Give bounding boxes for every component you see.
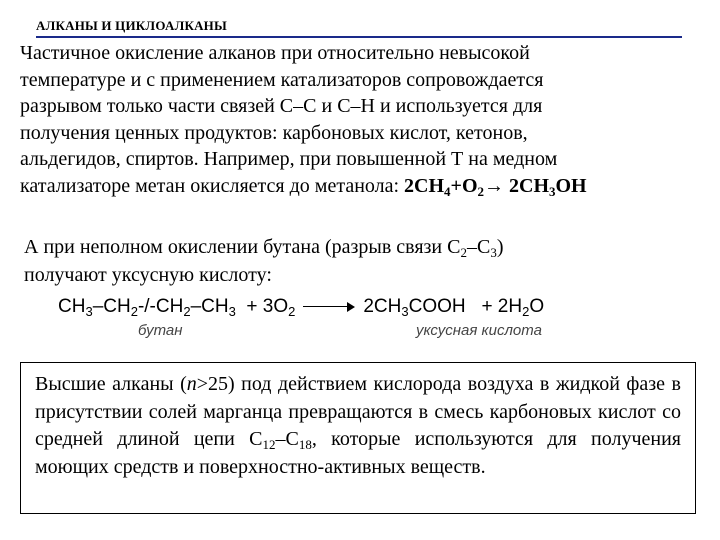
subscript: 18	[298, 437, 312, 452]
text-line: катализаторе метан окисляется до метанола:	[20, 174, 405, 197]
paragraph-butane-oxidation	[24, 233, 704, 289]
text-part: –C	[275, 428, 299, 450]
caption-butane: бутан	[138, 322, 183, 339]
formula-part: + 3O	[246, 296, 289, 317]
slide-header	[36, 18, 682, 38]
formula-part: OH	[555, 174, 587, 197]
text-part: Высшие алканы (	[35, 373, 187, 395]
formula-part: 2CH	[504, 174, 549, 197]
text-part: , которые используются для получения моющих средств и поверхностно-активных веществ.	[35, 428, 681, 478]
text-line: температуре и с применением катализаторов сопровождается	[20, 68, 544, 91]
formula-subscript: 2	[130, 304, 138, 319]
arrow-icon: →	[484, 174, 504, 197]
subscript: 2	[460, 245, 467, 260]
text-line: получения ценных продуктов: карбоновых кислот, кетонов,	[20, 121, 528, 144]
text-part: А при неполном окислении бутана (разрыв связи С	[24, 236, 461, 258]
text-line-with-formula	[20, 173, 710, 200]
formula-subscript: 2	[477, 183, 484, 199]
formula-subscript: 2	[183, 304, 191, 319]
paragraph-partial-oxidation	[20, 40, 710, 199]
methanol-formula	[404, 175, 587, 197]
formula-part: –CH	[92, 296, 131, 317]
formula-part: 2CH	[404, 174, 445, 197]
formula-part: +O	[450, 174, 478, 197]
reaction-arrow-icon	[303, 302, 355, 312]
text-line: получают уксусную кислоту:	[24, 264, 272, 286]
formula-subscript: 3	[549, 183, 556, 199]
formula-part: 2CH	[363, 296, 402, 317]
formula-subscript: 2	[522, 304, 530, 319]
formula-subscript: 4	[444, 183, 451, 199]
formula-part: CH	[58, 296, 86, 317]
formula-part: O	[529, 296, 545, 317]
header-title: АЛКАНЫ И ЦИКЛОАЛКАНЫ	[36, 18, 227, 33]
text-line: разрывом только части связей С–С и С–Н и используется для	[20, 95, 543, 117]
formula-subscript: 3	[85, 304, 93, 319]
equation-line	[58, 296, 544, 318]
italic-n: n	[186, 373, 197, 395]
text-line: альдегидов, спиртов. Например, при повышенной Т на медном	[20, 148, 558, 170]
bond-break-mark: -/-CH	[137, 296, 184, 317]
formula-part: + 2H	[481, 296, 523, 317]
reaction-equation	[58, 296, 698, 356]
text-part: )	[496, 236, 504, 258]
formula-part: –CH	[190, 296, 229, 317]
box-text	[35, 371, 681, 481]
text-line	[24, 233, 704, 261]
formula-subscript: 3	[228, 304, 236, 319]
formula-subscript: 3	[401, 304, 409, 319]
text-line: Частичное окисление алканов при относительно невысокой	[20, 42, 530, 64]
subscript: 12	[262, 437, 276, 452]
formula-part: COOH	[408, 296, 466, 317]
higher-alkanes-box	[20, 362, 696, 514]
caption-acetic-acid: уксусная кислота	[416, 322, 542, 339]
text-part: >25) под действием кислорода воздуха в жидкой фазе в присутствии солей марганца превращаются в смесь карбоновых кислот со средней длиной цепи C	[35, 373, 681, 450]
subscript: 3	[490, 245, 497, 260]
text-part: –С	[466, 236, 491, 258]
formula-subscript: 2	[288, 304, 296, 319]
